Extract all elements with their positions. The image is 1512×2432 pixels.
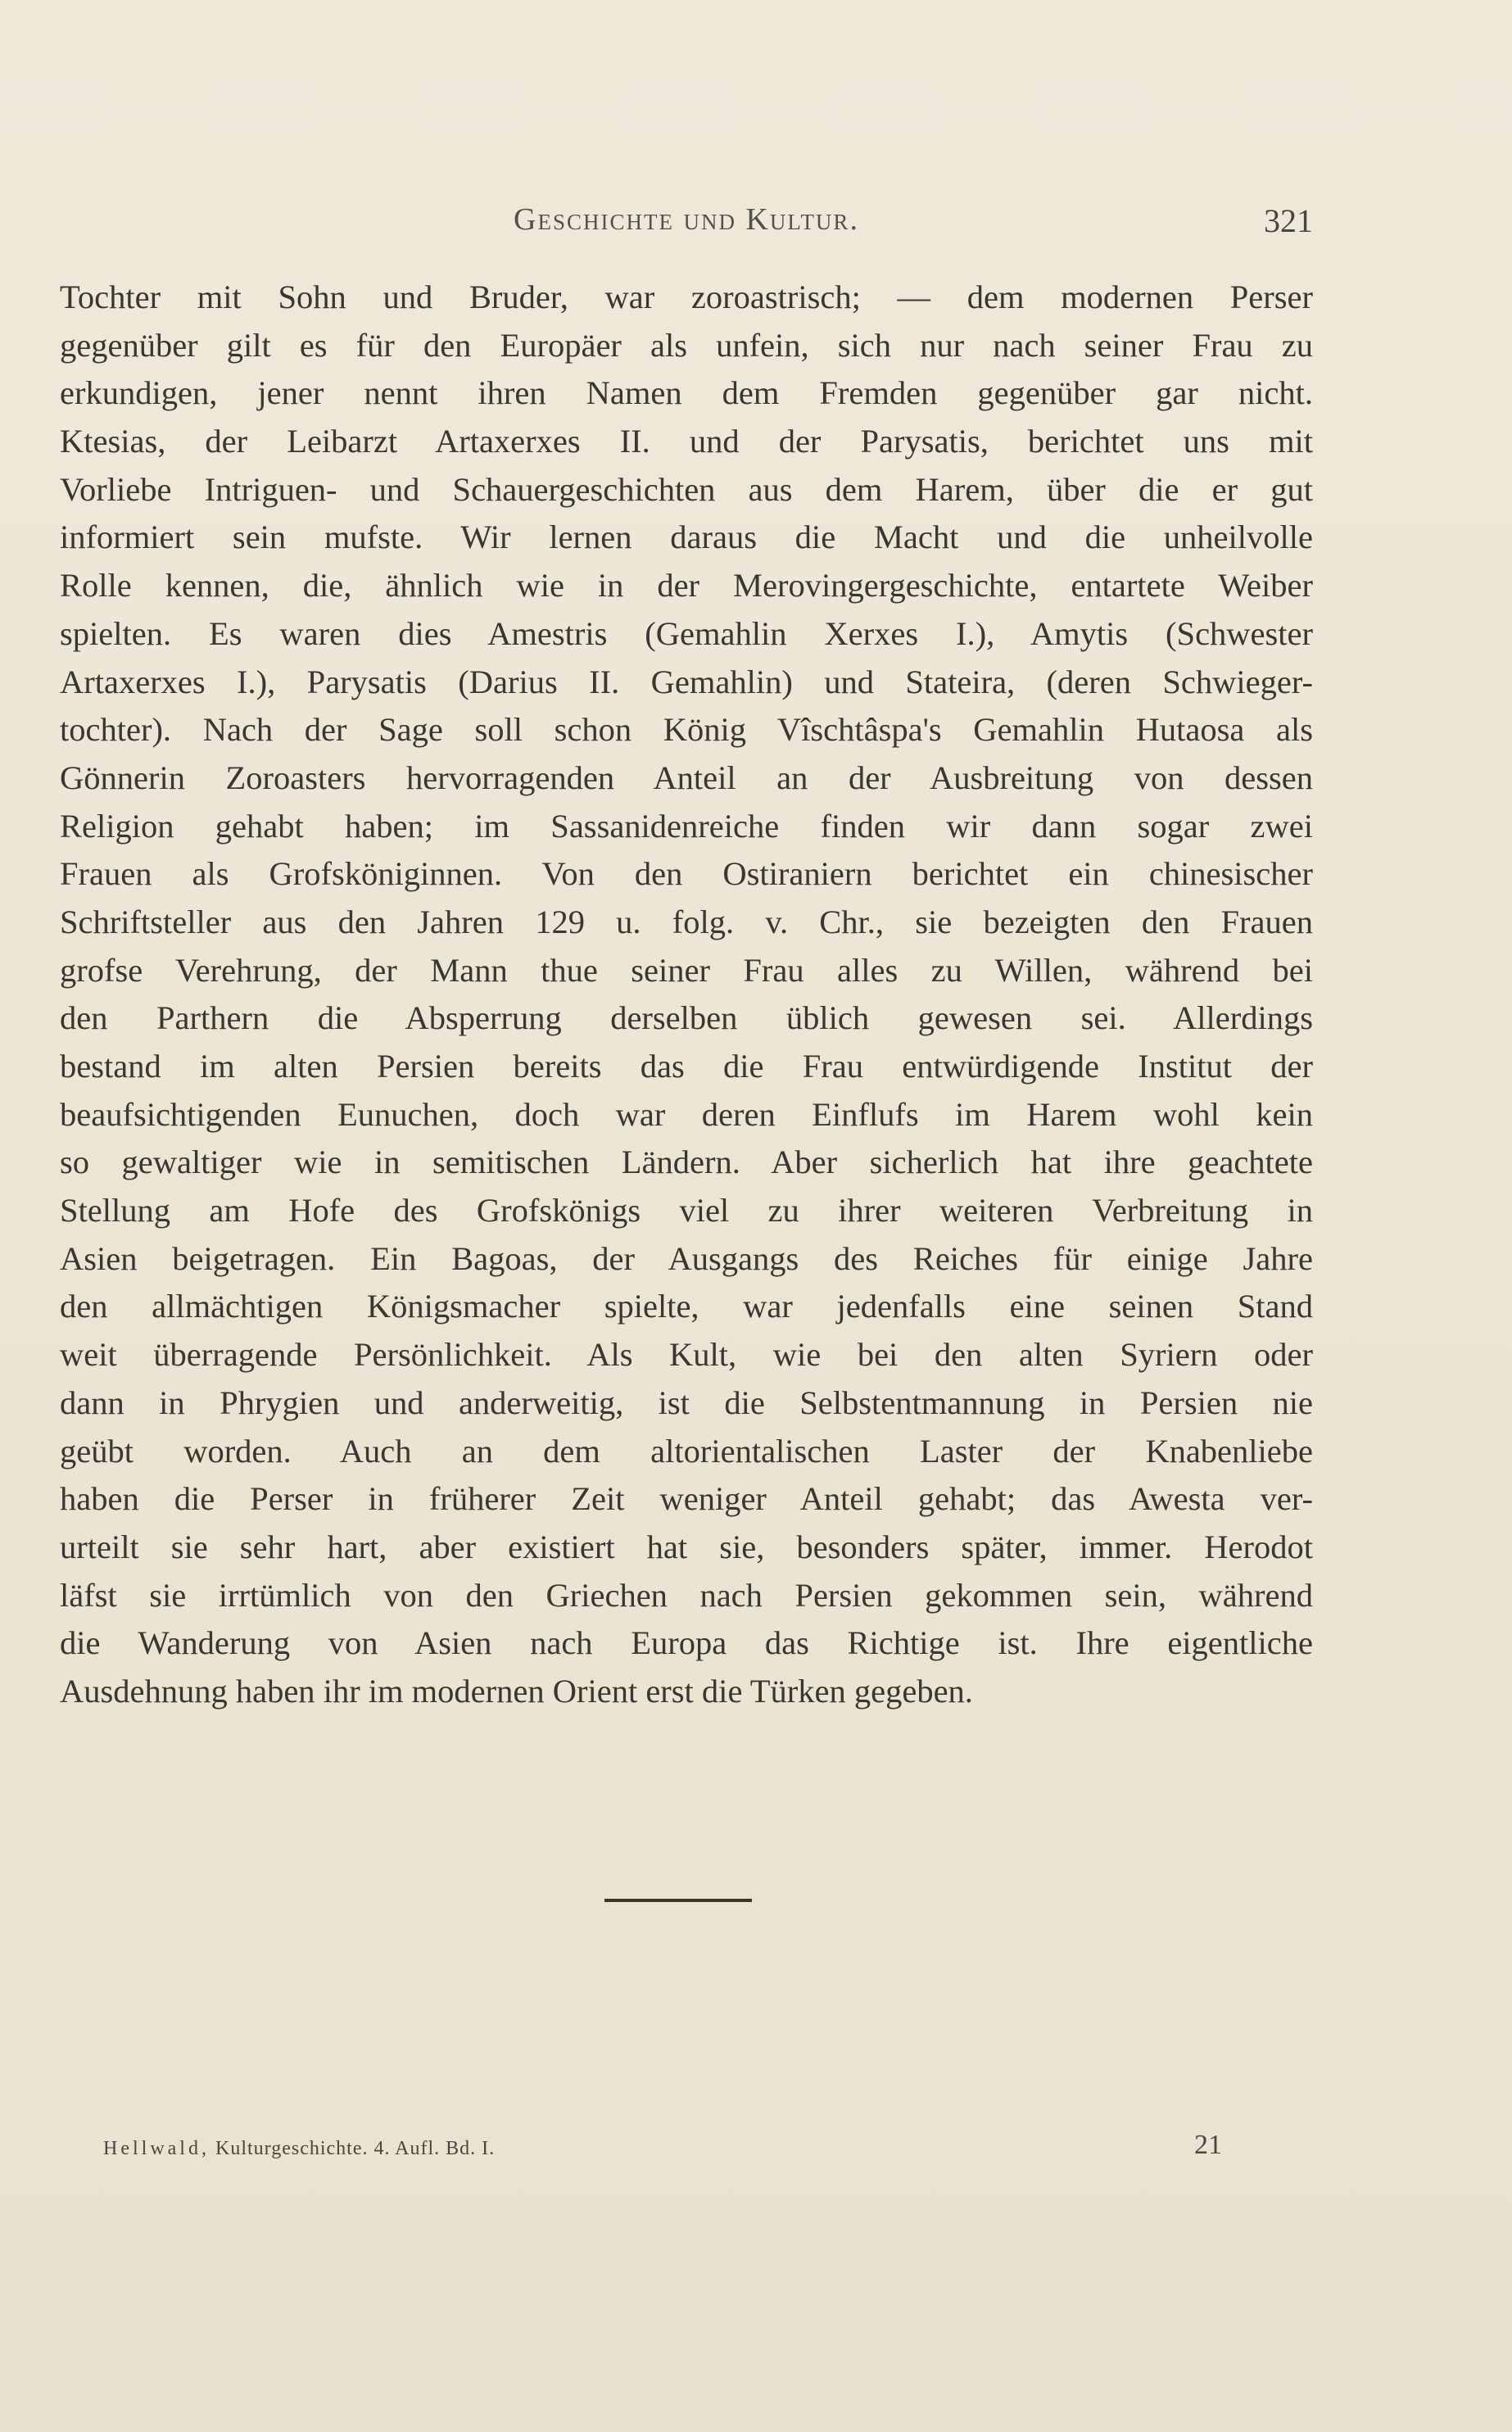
- text-line: spielten. Es waren dies Amestris (Gemahlin Xerxes I.), Amytis (Schwester: [60, 614, 1313, 652]
- text-line: läfst sie irrtümlich von den Griechen nach Persien gekommen sein, während: [60, 1576, 1313, 1614]
- footer-work: Kulturgeschichte. 4. Aufl. Bd. I.: [215, 2138, 496, 2159]
- running-head: [60, 202, 1313, 247]
- text-line: informiert sein mufste. Wir lernen daraus die Macht und die unheilvolle: [60, 519, 1313, 556]
- text-line: den Parthern die Absperrung derselben üblich gewesen sei. Allerdings: [60, 999, 1313, 1037]
- text-line-last: Ausdehnung haben ihr im modernen Orient erst die Türken gegeben.: [60, 1672, 973, 1710]
- text-line: urteilt sie sehr hart, aber existiert hat sie, besonders später, immer. Herodot: [60, 1528, 1313, 1565]
- text-line: Artaxerxes I.), Parysatis (Darius II. Gemahlin) und Stateira, (deren Schwieger-: [60, 663, 1313, 700]
- text-line: gegenüber gilt es für den Europäer als unfein, sich nur nach seiner Frau zu: [60, 326, 1313, 364]
- section-end-rule: [604, 1899, 752, 1902]
- text-line: bestand im alten Persien bereits das die Frau entwürdigende Institut der: [60, 1048, 1313, 1085]
- running-head-title: Geschichte und Kultur.: [514, 202, 859, 237]
- text-line: beaufsichtigenden Eunuchen, doch war deren Einflufs im Harem wohl kein: [60, 1095, 1313, 1133]
- text-line: die Wanderung von Asien nach Europa das Richtige ist. Ihre eigentliche: [60, 1624, 1313, 1662]
- text-line: Asien beigetragen. Ein Bagoas, der Ausgangs des Reiches für einige Jahre: [60, 1239, 1313, 1277]
- text-line: Tochter mit Sohn und Bruder, war zoroastrisch; — dem modernen Perser: [60, 279, 1313, 315]
- text-line: den allmächtigen Königsmacher spielte, war jedenfalls eine seinen Stand: [60, 1288, 1313, 1325]
- text-line: Religion gehabt haben; im Sassanidenreiche finden wir dann sogar zwei: [60, 807, 1313, 845]
- text-line: tochter). Nach der Sage soll schon König Vîschtâspa's Gemahlin Hutaosa als: [60, 711, 1313, 749]
- text-line: geübt worden. Auch an dem altorientalischen Laster der Knabenliebe: [60, 1432, 1313, 1470]
- text-line: Rolle kennen, die, ähnlich wie in der Merovingergeschichte, entartete Weiber: [60, 567, 1313, 605]
- text-line: dann in Phrygien und anderweitig, ist die Selbstentmannung in Persien nie: [60, 1384, 1313, 1421]
- body-paragraph: [60, 274, 1313, 1716]
- text-line: Frauen als Grofsköniginnen. Von den Ostiraniern berichtet ein chinesischer: [60, 855, 1313, 893]
- text-line: Ktesias, der Leibarzt Artaxerxes II. und der Parysatis, berichtet uns mit: [60, 423, 1313, 460]
- text-line: grofse Verehrung, der Mann thue seiner Frau alles zu Willen, während bei: [60, 951, 1313, 989]
- text-line: Stellung am Hofe des Grofskönigs viel zu ihrer weiteren Verbreitung in: [60, 1192, 1313, 1230]
- text-line: Gönnerin Zoroasters hervorragenden Anteil an der Ausbreitung von dessen: [60, 759, 1313, 796]
- footer-signature-line: [103, 2138, 495, 2160]
- text-line: so gewaltiger wie in semitischen Ländern. Aber sicherlich hat ihre geachtete: [60, 1144, 1313, 1181]
- text-line: weit überragende Persönlichkeit. Als Kult, wie bei den alten Syriern oder: [60, 1336, 1313, 1374]
- text-line: erkundigen, jener nennt ihren Namen dem Fremden gegenüber gar nicht.: [60, 374, 1313, 412]
- printer-signature-mark: 21: [1194, 2130, 1222, 2160]
- footer-author: Hellwald,: [103, 2138, 210, 2159]
- text-line: Vorliebe Intriguen- und Schauergeschichten aus dem Harem, über die er gut: [60, 470, 1313, 508]
- page-number: 321: [1264, 202, 1313, 239]
- text-line: Schriftsteller aus den Jahren 129 u. folg. v. Chr., sie bezeigten den Frauen: [60, 903, 1313, 940]
- text-line: haben die Perser in früherer Zeit weniger Anteil gehabt; das Awesta ver-: [60, 1480, 1313, 1518]
